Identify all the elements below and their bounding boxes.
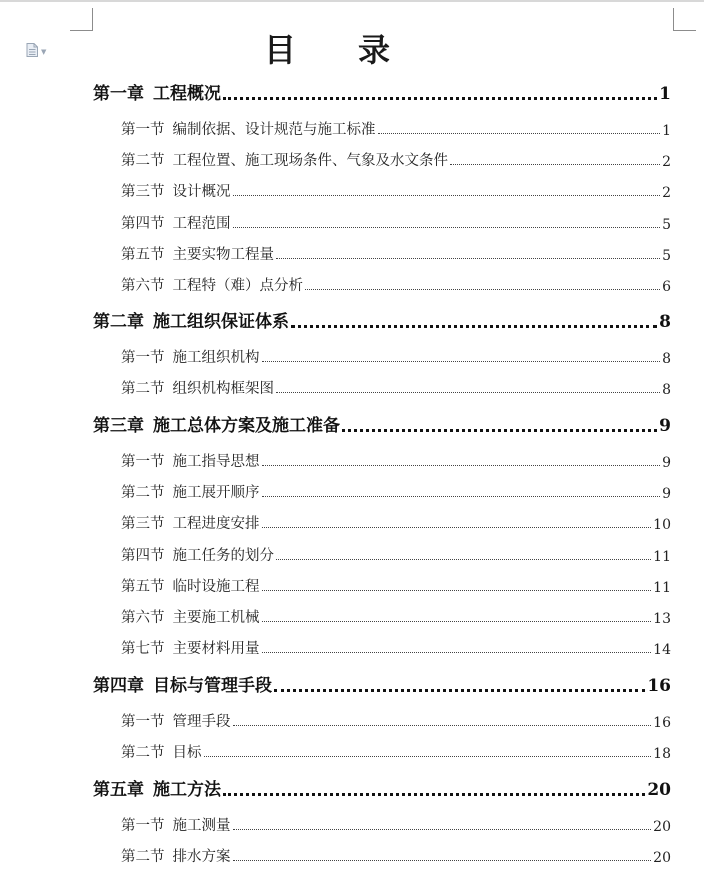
dot-leader [262,361,661,362]
dot-leader [378,133,661,134]
chapter-number: 第四章 [93,676,144,696]
section-title: 设计概况 [172,184,231,201]
toc-section-entry[interactable] [121,842,671,866]
toc-section-entry[interactable] [121,478,671,502]
page-number: 1 [659,84,671,104]
section-title: 临时设施工程 [172,578,260,595]
page-number: 9 [662,455,671,471]
section-title: 主要材料用量 [172,641,260,658]
section-title: 工程特（难）点分析 [172,278,303,294]
section-number: 第一节 [121,122,165,138]
toc-chapter-entry[interactable] [93,412,671,436]
chapter-number: 第五章 [93,780,144,800]
toc-section-entry[interactable] [121,209,671,233]
dot-leader [291,325,657,328]
page-number: 1 [662,123,671,139]
page-number: 20 [653,850,671,867]
section-number: 第二节 [121,745,165,762]
page-number: 2 [662,154,671,171]
section-title: 施工展开顺序 [172,485,260,502]
dot-leader [276,559,651,560]
section-title: 工程进度安排 [172,516,260,533]
toc-chapter-entry[interactable] [93,80,671,104]
toc-section-entry[interactable] [121,811,671,835]
dot-leader [233,829,652,830]
page-number: 5 [662,216,671,233]
section-title: 施工任务的划分 [172,547,274,564]
toc-section-entry[interactable] [121,541,671,565]
section-number: 第七节 [121,641,165,658]
section-number: 第五节 [121,578,165,595]
section-title: 施工测量 [172,818,231,834]
section-title: 排水方案 [172,849,231,866]
section-number: 第二节 [121,153,165,170]
toc-section-entry[interactable] [121,374,671,398]
section-number: 第三节 [121,184,165,201]
page-number: 18 [653,746,671,763]
chapter-number: 第三章 [93,416,144,436]
dot-leader [262,465,661,466]
section-number: 第一节 [121,454,165,470]
toc-section-entry[interactable] [121,738,671,762]
page-number: 20 [647,780,671,800]
section-number: 第五节 [121,246,165,263]
section-number: 第一节 [121,714,165,730]
section-number: 第三节 [121,516,165,533]
page-title: 目录 [263,31,452,69]
toc-chapter-entry[interactable] [93,776,671,800]
page-number: 16 [647,676,671,696]
dot-leader [342,429,657,432]
section-title: 工程范围 [172,215,231,232]
page-number: 8 [662,382,671,399]
page-number: 9 [662,486,671,503]
toc-section-entry[interactable] [121,707,671,731]
section-title: 施工组织机构 [172,350,260,366]
dot-leader [204,756,652,757]
section-number: 第六节 [121,610,165,626]
chapter-title: 施工组织保证体系 [153,312,289,332]
chapter-title: 施工方法 [153,780,221,800]
page-number: 16 [653,715,671,731]
page-number: 8 [659,312,671,332]
dot-leader [223,97,657,100]
page-number: 6 [662,279,671,295]
chapter-title: 目标与管理手段 [153,676,272,696]
dot-leader [276,258,660,259]
dot-leader [223,793,645,796]
toc-section-entry[interactable] [121,146,671,170]
section-title: 编制依据、设计规范与施工标准 [172,122,376,138]
section-number: 第六节 [121,278,165,294]
dot-leader [262,590,652,591]
dot-leader [262,652,652,653]
toc-chapter-entry[interactable] [93,672,671,696]
page-number: 8 [662,351,671,367]
toc-section-entry[interactable] [121,343,671,367]
toc-section-entry[interactable] [121,603,671,627]
page-number: 9 [659,416,671,436]
section-title: 管理手段 [172,714,231,730]
page-number: 20 [653,819,671,835]
toc-section-entry[interactable] [121,177,671,201]
dot-leader [450,164,660,165]
chapter-number: 第二章 [93,312,144,332]
section-number: 第二节 [121,485,165,502]
section-number: 第一节 [121,818,165,834]
page-number: 14 [653,642,671,659]
page-number: 11 [653,579,671,596]
dot-leader [262,527,652,528]
dot-leader [233,195,661,196]
chevron-down-icon: ▼ [41,47,47,56]
chapter-number: 第一章 [93,84,144,104]
section-title: 目标 [172,745,202,762]
toc-section-entry[interactable] [121,447,671,471]
section-number: 第一节 [121,350,165,366]
section-title: 主要施工机械 [172,610,260,626]
page-number: 5 [662,247,671,264]
toc-section-entry[interactable] [121,115,671,139]
page-number: 10 [653,517,671,534]
dot-leader [233,860,652,861]
page-number: 13 [653,611,671,627]
page-number: 11 [653,548,671,565]
chapter-title: 工程概况 [153,84,221,104]
toc-section-entry[interactable] [121,572,671,596]
section-number: 第四节 [121,215,165,232]
section-number: 第四节 [121,547,165,564]
chapter-title: 施工总体方案及施工准备 [153,416,340,436]
section-number: 第二节 [121,381,165,398]
dot-leader [274,689,645,692]
toc-section-entry[interactable] [121,271,671,295]
section-title: 主要实物工程量 [172,246,274,263]
section-title: 组织机构框架图 [172,381,274,398]
toc-section-entry[interactable] [121,509,671,533]
dot-leader [305,289,660,290]
section-number: 第二节 [121,849,165,866]
toc-section-entry[interactable] [121,634,671,658]
dot-leader [262,621,652,622]
dot-leader [233,227,661,228]
page-top-edge [0,0,704,2]
dot-leader [262,496,661,497]
section-title: 工程位置、施工现场条件、气象及水文条件 [172,153,448,170]
page-number: 2 [662,185,671,202]
section-title: 施工指导思想 [172,454,260,470]
dot-leader [276,392,660,393]
dot-leader [233,725,652,726]
toc-chapter-entry[interactable] [93,308,671,332]
toc-section-entry[interactable] [121,240,671,264]
